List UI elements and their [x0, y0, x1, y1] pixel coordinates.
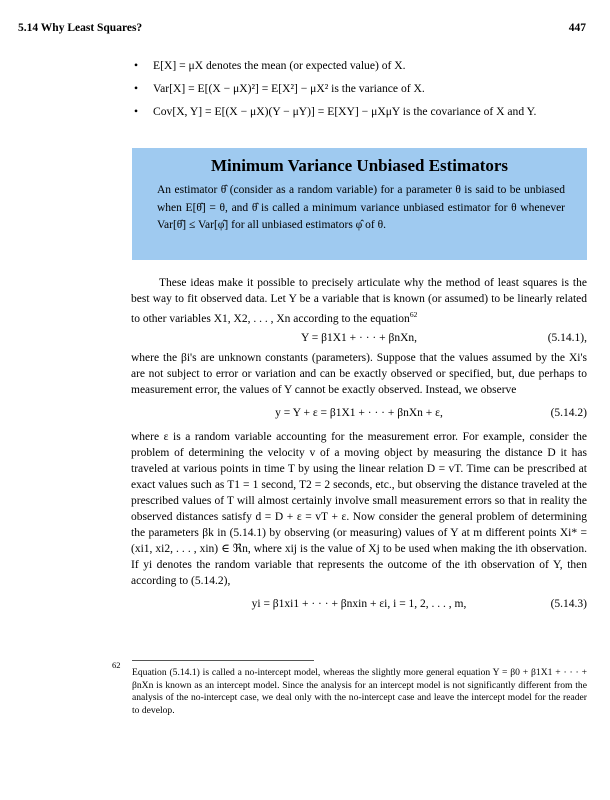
paragraph-intro-text: These ideas make it possible to precisely articulate why the method of least squares is the best way to fit observed data. Let Y be a variable that is known (or assumed) to be linearly related to other variables X1, X2, . . . , Xn according to the equation	[131, 277, 587, 325]
main-text	[131, 275, 587, 616]
definition-box	[132, 148, 587, 260]
equation-5-14-3-number: (5.14.3)	[550, 597, 587, 610]
box-body: An estimator θ̂ (consider as a random variable) for a parameter θ is said to be unbiased when E[θ̂] = θ, and θ̂ is called a minimum variance unbiased estimator for θ whenever Var[θ̂] ≤ Var[φ̂] for all unbiased estimators φ̂ of θ.	[157, 184, 565, 231]
footnote-rule	[132, 660, 314, 661]
footnote-text: Equation (5.14.1) is called a no-intercept model, whereas the slightly more general equation Y = β0 + β1X1 + · · · + βnXn is known as an intercept model. Since the analysis for an intercept model is not significantly different from the analysis of the no-intercept case, we deal only with the no-intercept case and leave the intercept model for the reader to develop.	[132, 667, 587, 716]
equation-5-14-3	[131, 596, 587, 613]
equation-5-14-2-number: (5.14.2)	[550, 406, 587, 419]
paragraph-intro	[131, 275, 587, 327]
bullet-variance: • Var[X] = E[(X − μX)²] = E[X²] − μX² is the variance of X.	[131, 81, 591, 97]
equation-5-14-2	[131, 405, 587, 422]
equation-5-14-3-math: yi = β1xi1 + · · · + βnxin + εi, i = 1, 2, . . . , m,	[251, 597, 467, 610]
equation-5-14-1-math: Y = β1X1 + · · · + βnXn,	[300, 331, 417, 344]
paragraph-unknown-constants: where the βi's are unknown constants (parameters). Suppose that the values assumed by the Xi's are not subject to error or variation and can be exactly observed or specified, but, due perhaps to measurement error, the values of Y cannot be exactly observed. Instead, we observe	[131, 351, 587, 396]
box-title: Minimum Variance Unbiased Estimators	[210, 156, 509, 175]
equation-5-14-1-number: (5.14.1),	[547, 331, 587, 344]
bullet-mean: • E[X] = μX denotes the mean (or expected value) of X.	[131, 58, 591, 74]
equation-5-14-2-math: y = Y + ε = β1X1 + · · · + βnXn + ε,	[275, 406, 443, 419]
definition-list	[131, 58, 591, 127]
equation-5-14-1	[131, 330, 587, 347]
page-number: 447	[568, 22, 586, 34]
footnote-reference: 62	[409, 310, 418, 319]
running-header-section: 5.14 Why Least Squares?	[18, 22, 143, 34]
paragraph-measurement-error: where ε is a random variable accounting for the measurement error. For example, consider the problem of determining the velocity v of a moving object by measuring the distance D it has traveled at various points in time T by using the linear relation D = vT. Time can be prescribed at exact values such as T1 = 1 second, T2 = 2 seconds, etc., but observing the distance traveled at the prescribed values of T will almost certainly involve small measurement errors so that in reality the observed distances satisfy d = D + ε = vT + ε. Now consider the general problem of determining the parameters βk in (5.14.1) by observing (or measuring) values of Y at m different points Xi* = (xi1, xi2, . . . , xin) ∈ ℜn, where xij is the value of Xj to be used when making the ith observation. If yi denotes the random variable that represents the outcome of the ith observation of Y, then according to (5.14.2),	[131, 430, 587, 587]
bullet-covariance: • Cov[X, Y] = E[(X − μX)(Y − μY)] = E[XY] − μXμY is the covariance of X and Y.	[131, 104, 591, 120]
footnote-mark: 62	[112, 660, 121, 670]
